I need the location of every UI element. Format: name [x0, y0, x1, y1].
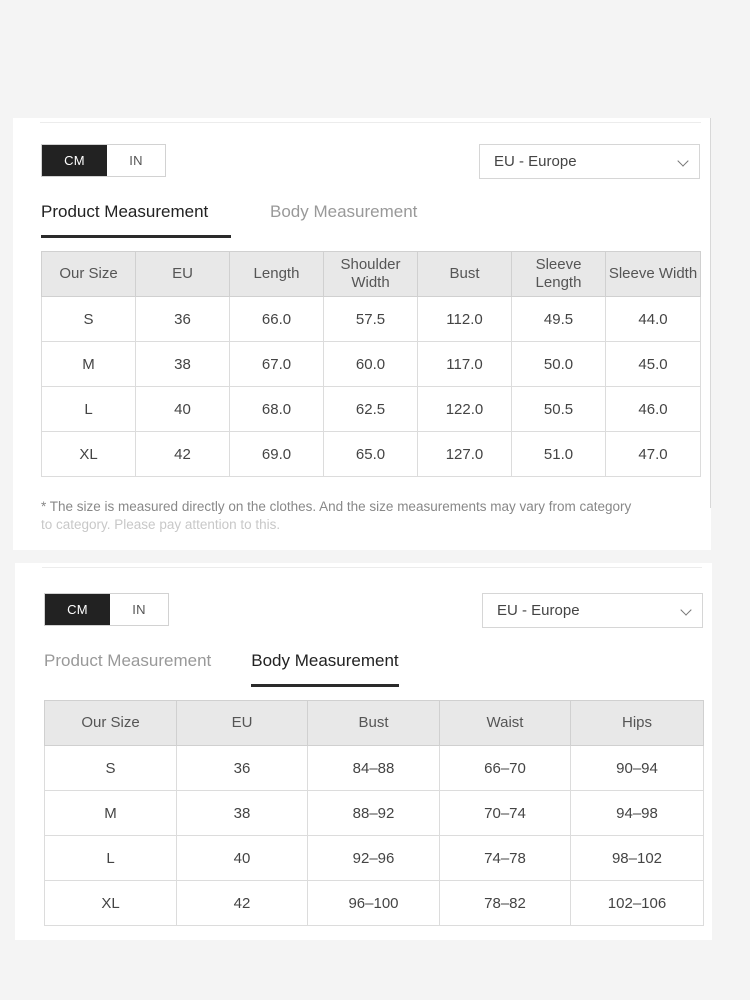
table-cell: 112.0: [418, 297, 512, 342]
table-cell: 49.5: [512, 297, 606, 342]
table-cell: 50.5: [512, 387, 606, 432]
in-button[interactable]: IN: [107, 145, 165, 176]
table-cell: 40: [136, 387, 230, 432]
table-cell: XL: [45, 881, 177, 926]
table-cell: 66.0: [230, 297, 324, 342]
region-select-value: EU - Europe: [497, 602, 580, 619]
region-select-value: EU - Europe: [494, 153, 577, 170]
table-cell: S: [42, 297, 136, 342]
table-cell: 78–82: [440, 881, 571, 926]
table-cell: 88–92: [308, 791, 440, 836]
unit-toggle: [41, 144, 166, 177]
measurement-tabs: [41, 202, 417, 238]
column-header: Waist: [440, 701, 571, 746]
table-cell: 90–94: [571, 746, 704, 791]
table-cell: 57.5: [324, 297, 418, 342]
product-size-table: [41, 251, 701, 477]
table-cell: 60.0: [324, 342, 418, 387]
column-header: Our Size: [45, 701, 177, 746]
tab-product-measurement[interactable]: Product Measurement: [44, 651, 212, 670]
column-header: Length: [230, 252, 324, 297]
table-row: [45, 836, 704, 881]
table-cell: 46.0: [606, 387, 701, 432]
divider: [42, 567, 702, 568]
size-note: [41, 498, 696, 534]
column-header: EU: [136, 252, 230, 297]
column-header: Our Size: [42, 252, 136, 297]
unit-toggle: [44, 593, 169, 626]
table-cell: L: [45, 836, 177, 881]
table-cell: 36: [136, 297, 230, 342]
table-cell: 96–100: [308, 881, 440, 926]
table-cell: 38: [177, 791, 308, 836]
table-row: [45, 791, 704, 836]
table-cell: 40: [177, 836, 308, 881]
table-row: [45, 746, 704, 791]
table-cell: 62.5: [324, 387, 418, 432]
region-select[interactable]: [479, 144, 700, 179]
tab-product-measurement[interactable]: Product Measurement: [41, 202, 231, 238]
table-cell: 47.0: [606, 432, 701, 477]
table-header-row: [45, 701, 704, 746]
table-cell: 42: [136, 432, 230, 477]
product-measurement-panel: [13, 118, 711, 550]
table-cell: 68.0: [230, 387, 324, 432]
measurement-tabs: [44, 651, 399, 687]
column-header: Hips: [571, 701, 704, 746]
table-cell: 117.0: [418, 342, 512, 387]
table-cell: 84–88: [308, 746, 440, 791]
table-cell: M: [42, 342, 136, 387]
table-cell: L: [42, 387, 136, 432]
table-row: [42, 342, 701, 387]
cm-button[interactable]: CM: [42, 145, 107, 176]
region-select[interactable]: [482, 593, 703, 628]
table-header-row: [42, 252, 701, 297]
table-cell: XL: [42, 432, 136, 477]
column-header: EU: [177, 701, 308, 746]
table-cell: 42: [177, 881, 308, 926]
table-cell: 127.0: [418, 432, 512, 477]
table-row: [42, 387, 701, 432]
tab-body-measurement[interactable]: Body Measurement: [270, 202, 418, 221]
in-button[interactable]: IN: [110, 594, 168, 625]
column-header: Bust: [418, 252, 512, 297]
table-cell: 65.0: [324, 432, 418, 477]
table-cell: 51.0: [512, 432, 606, 477]
table-row: [42, 432, 701, 477]
table-cell: 102–106: [571, 881, 704, 926]
table-cell: 45.0: [606, 342, 701, 387]
column-header: Bust: [308, 701, 440, 746]
table-cell: 92–96: [308, 836, 440, 881]
chevron-down-icon: [680, 604, 691, 615]
column-header: Sleeve Length: [512, 252, 606, 297]
divider: [40, 122, 701, 123]
table-cell: 67.0: [230, 342, 324, 387]
tab-body-measurement[interactable]: Body Measurement: [251, 651, 398, 687]
table-cell: 36: [177, 746, 308, 791]
table-cell: S: [45, 746, 177, 791]
size-note-line: * The size is measured directly on the clothes. And the size measurements may vary from category: [41, 499, 632, 514]
table-row: [42, 297, 701, 342]
table-cell: 74–78: [440, 836, 571, 881]
table-cell: 69.0: [230, 432, 324, 477]
table-cell: 94–98: [571, 791, 704, 836]
table-cell: 38: [136, 342, 230, 387]
divider: [710, 118, 711, 508]
table-cell: M: [45, 791, 177, 836]
table-cell: 70–74: [440, 791, 571, 836]
table-cell: 44.0: [606, 297, 701, 342]
body-size-table: [44, 700, 704, 926]
body-measurement-panel: [15, 563, 712, 940]
column-header: Shoulder Width: [324, 252, 418, 297]
size-note-line: to category. Please pay attention to this.: [41, 517, 281, 532]
column-header: Sleeve Width: [606, 252, 701, 297]
table-cell: 122.0: [418, 387, 512, 432]
table-cell: 98–102: [571, 836, 704, 881]
table-row: [45, 881, 704, 926]
table-cell: 66–70: [440, 746, 571, 791]
table-cell: 50.0: [512, 342, 606, 387]
cm-button[interactable]: CM: [45, 594, 110, 625]
chevron-down-icon: [677, 155, 688, 166]
